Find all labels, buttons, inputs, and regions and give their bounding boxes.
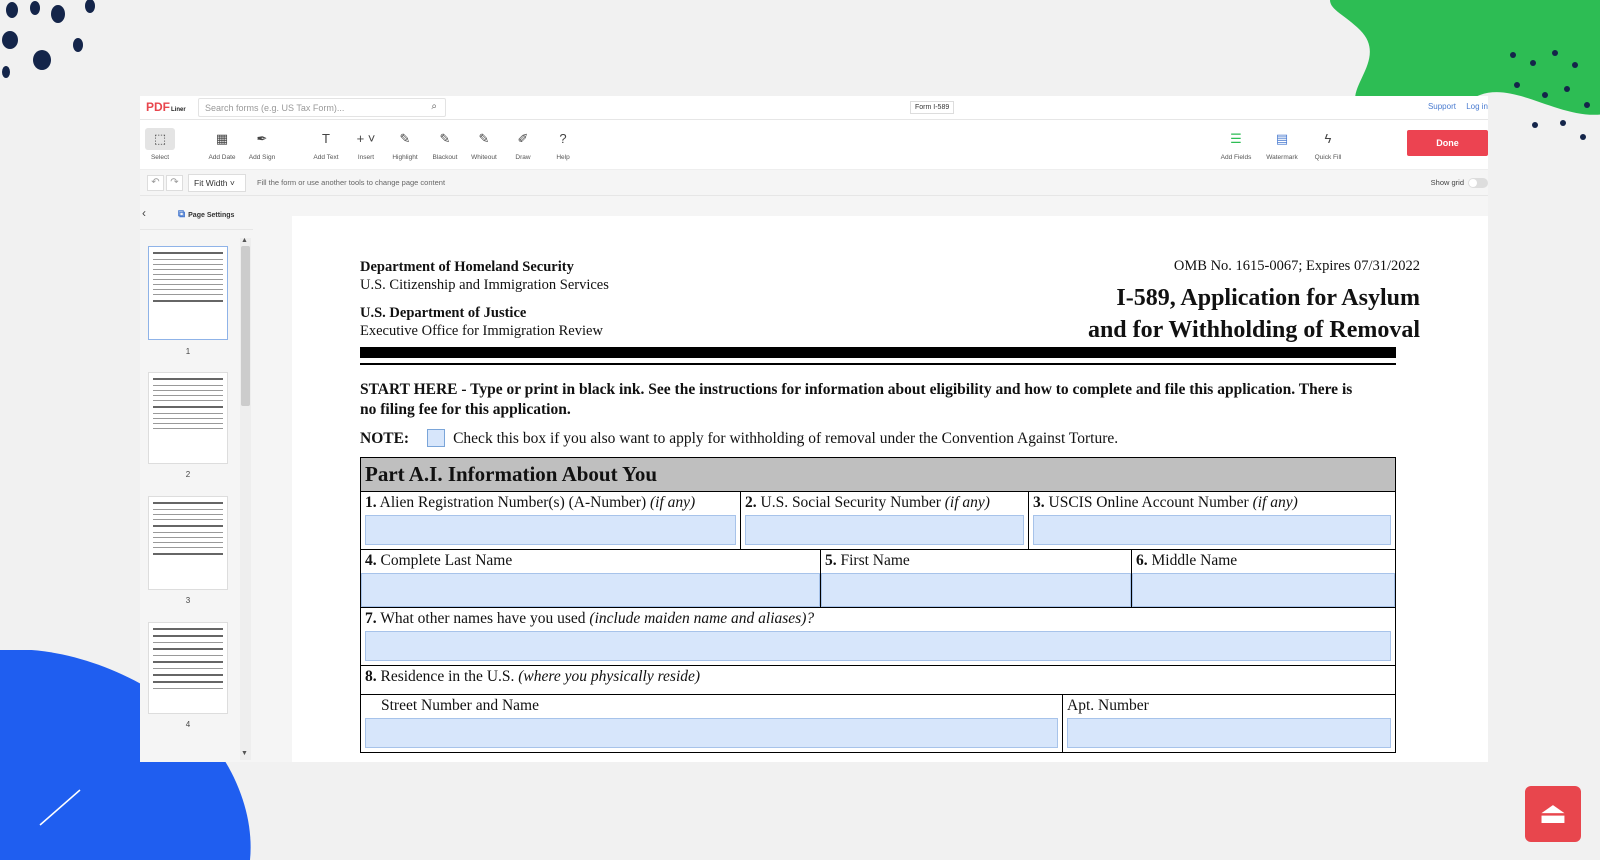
agency-header: Department of Homeland Security U.S. Citizenship and Immigration Services U.S. Department of Justice Executive Office for Immigration Review: [360, 259, 609, 339]
question-icon: ?: [559, 131, 567, 146]
part-a1-section: Part A.I. Information About You 1. Alien Registration Number(s) (A-Number) (if any) 2. U.S. Social Security Number (if any) 3. USCIS Online Account Number (if any) 4. Complete Last Name 5. First Name 6. Middle Name 7. What other names have you used (include maiden name and aliases)? 8. Residence in the U.S. (where you physically reside) Street Number and Name Apt. Number: [360, 457, 1396, 753]
uscis-account-field[interactable]: [1033, 515, 1391, 545]
add-date-button[interactable]: ▦ Add Date: [202, 128, 242, 161]
page-thumbnail-3[interactable]: [148, 496, 228, 590]
form-name-label: Form I-589: [910, 101, 954, 114]
chevron-left-icon[interactable]: ‹: [142, 206, 146, 220]
decorative-dots: [0, 0, 110, 90]
last-name-field[interactable]: [361, 573, 820, 607]
done-button[interactable]: Done: [1407, 130, 1488, 156]
note-row: NOTE: Check this box if you also want to apply for withholding of removal under the Convention Against Torture.: [360, 430, 1119, 447]
blackout-button[interactable]: ✎ Blackout: [425, 128, 465, 161]
login-link[interactable]: Log in: [1466, 102, 1488, 111]
options-bar: [140, 170, 1488, 196]
highlight-button[interactable]: ✎ Highlight: [385, 128, 425, 161]
page-thumbnail-2[interactable]: [148, 372, 228, 464]
first-name-field[interactable]: [821, 573, 1131, 607]
cursor-icon: ⬚: [145, 128, 175, 150]
fields-icon: ☰: [1230, 131, 1242, 146]
insert-button[interactable]: + ˅ Insert: [346, 128, 386, 161]
street-field[interactable]: [365, 718, 1058, 748]
omb-number: OMB No. 1615-0067; Expires 07/31/2022: [1173, 258, 1420, 274]
signature-icon: ✒: [256, 131, 268, 146]
support-link[interactable]: Support: [1427, 102, 1456, 111]
ssn-field[interactable]: [745, 515, 1024, 545]
page-settings-icon: ⧉: [178, 209, 186, 220]
undo-icon[interactable]: ↶: [147, 175, 164, 191]
document-page: [292, 216, 1488, 762]
add-sign-button[interactable]: ✒ Add Sign: [242, 128, 282, 161]
divider: [360, 347, 1396, 358]
instructions-text: START HERE - Type or print in black ink. See the instructions for information about eligibility and how to complete and file this application. There is no filing fee for this application.: [360, 381, 1353, 418]
toolbar: [140, 120, 1488, 170]
cat-checkbox[interactable]: [427, 429, 445, 447]
page-number: 2: [185, 470, 191, 479]
other-names-field[interactable]: [365, 631, 1391, 661]
search-input[interactable]: Search forms (e.g. US Tax Form)... ⌕: [198, 98, 446, 117]
scroll-down-icon[interactable]: ▼: [241, 750, 248, 757]
show-grid-label: Show grid: [1430, 178, 1464, 187]
top-bar: [140, 96, 1488, 120]
section-title: Part A.I. Information About You: [361, 458, 1395, 492]
pdf-logo-icon: ⏏: [1525, 786, 1581, 842]
a-number-field[interactable]: [365, 515, 736, 545]
zoom-select[interactable]: Fit Width ˅: [188, 174, 246, 192]
redo-icon[interactable]: ↷: [166, 175, 183, 191]
residence-heading: 8. Residence in the U.S. (where you physically reside): [361, 666, 1395, 695]
draw-button[interactable]: ✐ Draw: [503, 128, 543, 161]
scroll-up-icon[interactable]: ▲: [241, 237, 248, 244]
help-button[interactable]: ? Help: [543, 128, 583, 161]
watermark-button[interactable]: ▤ Watermark: [1262, 128, 1302, 161]
page-settings-button[interactable]: ⧉ Page Settings: [178, 209, 235, 220]
text-icon: T: [322, 131, 330, 146]
select-tool-button[interactable]: ⬚ Select: [140, 128, 180, 161]
pen-icon: ✐: [517, 131, 529, 146]
page-thumbnail-1[interactable]: [148, 246, 228, 340]
editor-hint: Fill the form or use another tools to change page content: [257, 178, 446, 187]
whiteout-button[interactable]: ✎ Whiteout: [464, 128, 504, 161]
calendar-icon: ▦: [215, 131, 229, 146]
page-number: 3: [185, 596, 191, 605]
chevron-down-icon: ˅: [229, 178, 235, 188]
divider: [360, 363, 1396, 365]
form-title: I-589, Application for Asylum and for Withholding of Removal: [1087, 285, 1420, 343]
middle-name-field[interactable]: [1132, 573, 1395, 607]
sidebar-scrollbar-thumb[interactable]: [241, 246, 250, 406]
lightning-icon: ϟ: [1324, 131, 1332, 146]
editor-window: [140, 96, 1488, 762]
quick-fill-button[interactable]: ϟ Quick Fill: [1308, 128, 1348, 161]
apt-number-field[interactable]: [1067, 718, 1391, 748]
plus-icon: + ˅: [356, 131, 376, 146]
decorative-dots: [1505, 45, 1600, 145]
page-number: 4: [185, 720, 191, 729]
show-grid-toggle[interactable]: [1468, 178, 1488, 188]
add-text-button[interactable]: T Add Text: [306, 128, 346, 161]
page-thumbnails-sidebar: [140, 198, 253, 762]
highlighter-icon: ✎: [399, 131, 411, 146]
watermark-icon: ▤: [1275, 131, 1289, 146]
eraser-icon: ✎: [478, 131, 490, 146]
add-fields-button[interactable]: ☰ Add Fields: [1216, 128, 1256, 161]
page-thumbnail-4[interactable]: [148, 622, 228, 714]
blackout-icon: ✎: [439, 131, 451, 146]
page-number: 1: [185, 347, 191, 356]
search-icon[interactable]: ⌕: [431, 101, 437, 112]
pdfliner-logo[interactable]: PDFLiner: [146, 100, 186, 114]
